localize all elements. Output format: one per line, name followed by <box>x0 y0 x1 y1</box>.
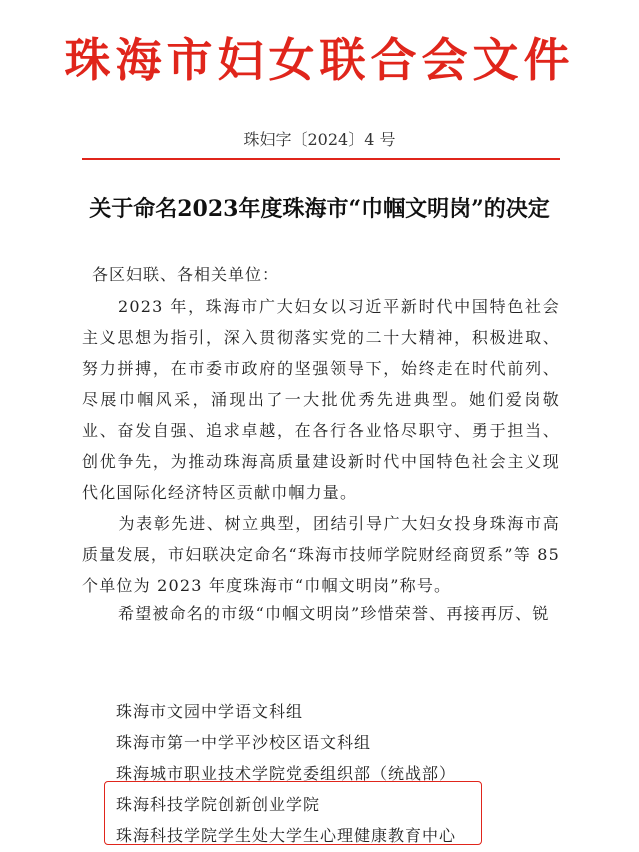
paragraph-3 <box>82 598 560 629</box>
unit-item: 珠海科技学院学生处大学生心理健康教育中心 <box>116 826 457 845</box>
paragraph-1 <box>82 291 560 508</box>
paragraph-1-text: 2023 年，珠海市广大妇女以习近平新时代中国特色社会主义思想为指引，深入贯彻落实党的二十大精神，积极进取、努力拼搏，在市委市政府的坚强领导下，始终走在时代前列、尽展巾帼风采，涌现出了一大批优秀先进典型。她们爱岗敬业、奋发自强、追求卓越，在各行各业恪尽职守、勇于担当、创优争先，为推动珠海高质量建设新时代中国特色社会主义现代化国际化经济特区贡献巾帼力量。 <box>82 297 560 502</box>
salutation: 各区妇联、各相关单位： <box>92 265 280 284</box>
red-divider <box>82 158 560 160</box>
paragraph-2-text: 为表彰先进、树立典型，团结引导广大妇女投身珠海市高质量发展，市妇联决定命名“珠海市技师学院财经商贸系”等 85 个单位为 2023 年度珠海市“巾帼文明岗”称号。 <box>82 514 560 595</box>
unit-item: 珠海科技学院创新创业学院 <box>116 795 321 814</box>
paragraph-3-text: 希望被命名的市级“巾帼文明岗”珍惜荣誉、再接再厉、锐 <box>118 604 550 623</box>
document-number: 珠妇字〔2024〕4 号 <box>243 130 396 149</box>
document-title: 关于命名2023年度珠海市“巾帼文明岗”的决定 <box>89 196 550 222</box>
unit-item: 珠海市文园中学语文科组 <box>116 702 304 721</box>
unit-item: 珠海市第一中学平沙校区语文科组 <box>116 733 372 752</box>
highlight-box <box>104 781 482 845</box>
unit-item: 珠海城市职业技术学院党委组织部（统战部） <box>116 764 457 783</box>
issuing-org-title: 珠海市妇女联合会文件 <box>64 33 575 87</box>
paragraph-2 <box>82 508 560 601</box>
